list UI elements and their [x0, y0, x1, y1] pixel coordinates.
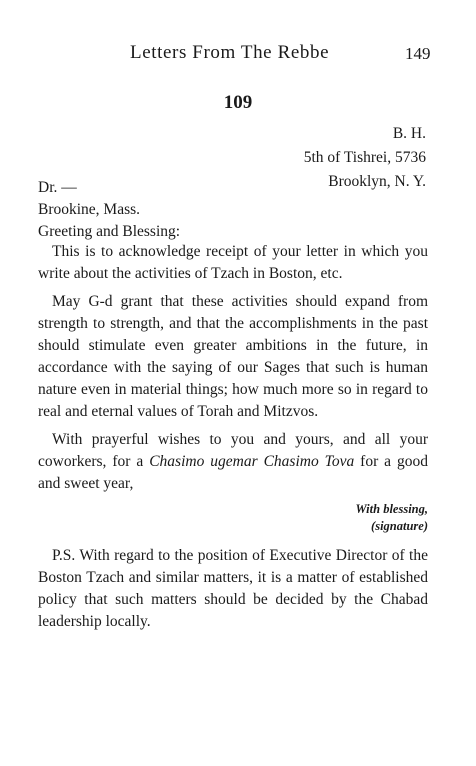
closing-signature: (signature) — [371, 519, 428, 533]
paragraph-blessing: May G-d grant that these activities should expand from strength to strength, and that the accomplishments in the past should stimulate even greater ambitions in the future, in accordance with the saying of our Sages that such is human nature even in material things; how much more so in regard to real and eternal values of Torah and Mitzvos. — [38, 293, 428, 420]
page-number: 149 — [405, 44, 431, 63]
wishes-text-before: With prayerful wishes to you and yours, and all your coworkers, for a — [38, 431, 428, 470]
recipient-name: Dr. — — [38, 179, 77, 196]
postscript: P.S. With regard to the position of Executive Director of the Boston Tzach and similar matters, it is a matter of established policy that such matters should be decided by the Chabad leadership locally. — [38, 547, 428, 630]
dateline-bh: B. H. — [392, 125, 426, 142]
recipient-block — [38, 177, 180, 243]
paragraph-acknowledgement: This is to acknowledge receipt of your letter in which you write about the activities of Tzach in Boston, etc. — [38, 243, 428, 282]
paragraph-wishes — [38, 429, 428, 495]
closing-blessing: With blessing, — [355, 502, 428, 516]
letter-body — [38, 241, 428, 639]
wishes-text-after: for a good and sweet year, — [38, 453, 428, 492]
closing — [38, 501, 428, 535]
running-head-title: Letters From The Rebbe — [130, 42, 330, 63]
recipient-location: Brookine, Mass. — [38, 201, 141, 218]
salutation: Greeting and Blessing: — [38, 223, 181, 240]
dateline — [304, 122, 426, 194]
wishes-italic-phrase: Chasimo ugemar Chasimo Tova — [149, 453, 355, 470]
letter-number: 109 — [223, 92, 253, 113]
dateline-date: 5th of Tishrei, 5736 — [303, 149, 426, 166]
dateline-place: Brooklyn, N. Y. — [328, 173, 426, 190]
